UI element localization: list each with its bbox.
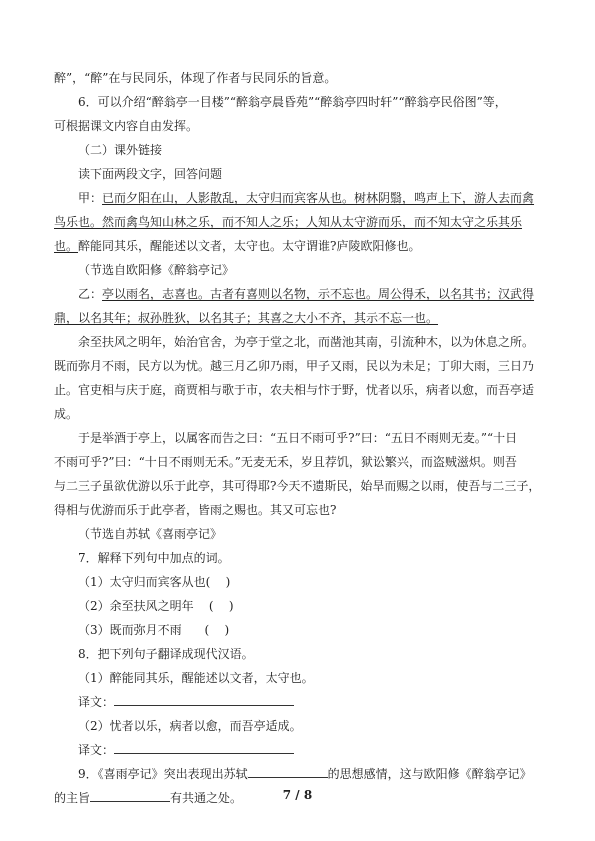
source-note: （节选自欧阳修《醉翁亭记》 xyxy=(78,263,235,277)
text-span: 9．《喜雨亭记》突出表现出苏轼 xyxy=(78,767,248,781)
passage-b-line: 既而弥月不雨，民方以为忧。越三月乙卯乃雨，甲子又雨，民以为未足；丁卯大雨，三日乃 xyxy=(54,359,535,373)
passage-a-line xyxy=(54,186,554,210)
passage-b-line: 成。 xyxy=(54,407,79,421)
passage-b-line: 余至扶风之明年，始治官舍，为亭于堂之北，而凿池其南，引流种木，以为休息之所。 xyxy=(78,335,535,349)
translation-label: 译文： xyxy=(78,695,115,709)
question-7-item-2: （2）余至扶风之明年 ( ) xyxy=(78,599,234,613)
text-span: 有共通之处。 xyxy=(170,791,243,805)
underlined-text: 也。 xyxy=(54,239,79,253)
answer-blank[interactable] xyxy=(248,765,328,778)
text-span: 醉能同其乐，醒能述以文者，太守也。太守谓谁?庐陵欧阳修也。 xyxy=(78,239,421,253)
text-span: 的主旨 xyxy=(54,791,91,805)
answer-blank[interactable] xyxy=(114,741,294,754)
translation-label: 译文： xyxy=(78,743,115,757)
underlined-text: 亭以雨名，志喜也。古者有喜则以名物，示不忘也。周公得禾，以名其书；汉武得 xyxy=(102,287,535,301)
question-7-item-3: （3）既而弥月不雨 ( ) xyxy=(78,623,230,637)
passage-b-line: 止。官吏相与庆于庭，商贾相与歌于市，农夫相与忭于野，忧者以乐，病者以愈，而吾亭适 xyxy=(54,383,535,397)
underlined-text: 已而夕阳在山，人影散乱，太守归而宾客从也。树林阴翳，鸣声上下，游人去而禽 xyxy=(102,191,535,205)
instruction: 读下面两段文字，回答问题 xyxy=(78,167,223,181)
passage-b-line: 不雨可乎?”曰：“十日不雨则无禾。”无麦无禾，岁且荐饥，狱讼繁兴，而盗贼滋炽。则吾 xyxy=(54,455,517,469)
section-heading: （二）课外链接 xyxy=(78,143,163,157)
passage-b-line: 于是举酒于亭上，以属客而告之曰：“五日不雨可乎?”曰：“五日不雨则无麦。”“十日 xyxy=(78,431,518,445)
passage-a-line: 鸟乐也。然而禽鸟知山林之乐，而不知人之乐；人知从太守游而乐，而不知太守之乐其乐 xyxy=(54,215,523,229)
question-7: 7．解释下列句中加点的词。 xyxy=(78,551,230,565)
passage-b-line xyxy=(54,282,554,306)
question-7-item-1: （1）太守归而宾客从也( ) xyxy=(78,575,231,589)
text-line: 可根据课文内容自由发挥。 xyxy=(54,119,199,133)
page-content xyxy=(54,66,554,810)
passage-b-line: 鼎，以名其年；叔孙胜狄，以名其子；其喜之大小不齐，其示不忘一也。 xyxy=(54,311,439,325)
passage-b-label: 乙： xyxy=(78,287,103,301)
question-8-item-1: （1）醉能同其乐，醒能述以文者，太守也。 xyxy=(78,671,314,685)
question-9 xyxy=(54,762,554,786)
passage-a-label: 甲： xyxy=(78,191,103,205)
answer-6: 6．可以介绍“醉翁亭一目楼”“醉翁亭晨昏苑”“醉翁亭四时轩”“醉翁亭民俗图”等， xyxy=(78,95,507,109)
source-note: （节选自苏轼《喜雨亭记》 xyxy=(78,527,223,541)
passage-b-line: 与二三子虽欲优游以乐于此亭，其可得耶?今天不遗斯民，始旱而赐之以雨，使吾与二三子， xyxy=(54,479,541,493)
text-line: 醉”，“醉”在与民同乐，体现了作者与民同乐的旨意。 xyxy=(54,71,337,85)
translation-line xyxy=(54,690,554,714)
question-8: 8．把下列句子翻译成现代汉语。 xyxy=(78,647,254,661)
passage-b-line: 得相与优游而乐于此亭者，皆雨之赐也。其又可忘也? xyxy=(54,503,337,517)
question-8-item-2: （2）忧者以乐，病者以愈，而吾亭适成。 xyxy=(78,719,302,733)
answer-blank[interactable] xyxy=(114,693,294,706)
text-span: 的思想感情，这与欧阳修《醉翁亭记》 xyxy=(327,767,532,781)
page-number: 7 / 8 xyxy=(282,788,313,802)
passage-a-line xyxy=(54,234,554,258)
translation-line xyxy=(54,738,554,762)
